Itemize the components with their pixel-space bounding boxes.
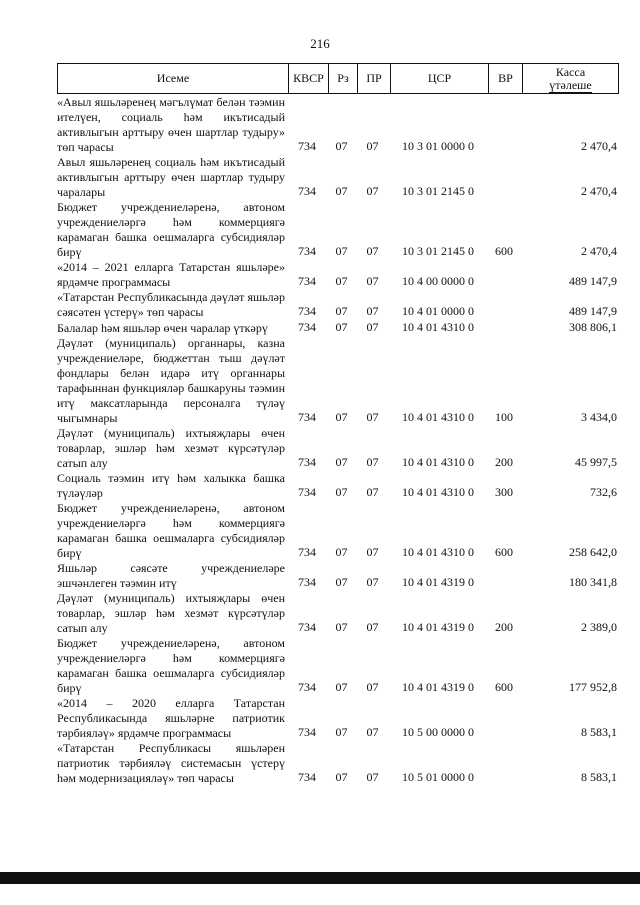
row-kvsr: 734 [298, 545, 316, 559]
table-row [57, 260, 619, 290]
row-name: Бюджет учреждениеләренә, автоном учреждениеләргә һәм коммерциягә карамаган башка оешмаларга субсидияләр бирү [57, 200, 285, 259]
row-kvsr: 734 [298, 244, 316, 258]
row-name: Социаль тәэмин итү һәм халыкка башка түләүләр [57, 471, 285, 500]
row-pr: 07 [366, 244, 379, 258]
row-amount: 489 147,9 [569, 274, 617, 288]
table-row [57, 290, 619, 320]
row-csr: 10 4 01 4310 0 [402, 485, 474, 499]
row-name: Балалар һәм яшьләр өчен чаралар үткәрү [57, 321, 268, 335]
row-kvsr: 734 [298, 725, 316, 739]
row-csr: 10 4 00 0000 0 [402, 274, 474, 288]
row-pr: 07 [366, 725, 379, 739]
row-pr: 07 [366, 455, 379, 469]
row-vr: 600 [495, 545, 513, 559]
row-rz: 07 [335, 680, 348, 694]
row-csr: 10 4 01 4310 0 [402, 410, 474, 424]
row-name: «2014 – 2020 елларга Татарстан Республикасында яшьләрне патриотик тәрбияләү» ярдәмче программасы [57, 696, 285, 740]
row-pr: 07 [366, 320, 379, 334]
row-amount: 489 147,9 [569, 304, 617, 318]
row-rz: 07 [335, 620, 348, 634]
row-kvsr: 734 [298, 139, 316, 153]
row-amount: 177 952,8 [569, 680, 617, 694]
table-row [57, 95, 619, 155]
row-kvsr: 734 [298, 184, 316, 198]
row-rz: 07 [335, 139, 348, 153]
row-csr: 10 4 01 4310 0 [402, 320, 474, 334]
row-amount: 180 341,8 [569, 575, 617, 589]
row-name: «Татарстан Республикасы яшьләрен патриотик тәрбияләү системасын үстерү һәм модернизацияләү» төп чарасы [57, 741, 285, 785]
header-rz: Рз [328, 64, 357, 93]
row-name: Авыл яшьләренең социаль һәм икътисадый активлыгын арттыру өчен шартлар тудыру чаралары [57, 155, 285, 199]
row-pr: 07 [366, 184, 379, 198]
header-name: Исеме [156, 71, 190, 86]
row-rz: 07 [335, 274, 348, 288]
table-row [57, 320, 619, 336]
row-amount: 45 997,5 [575, 455, 617, 469]
row-name: Бюджет учреждениеләренә, автоном учреждениеләргә һәм коммерциягә карамаган башка оешмаларга субсидияләр бирү [57, 636, 285, 695]
table-row [57, 501, 619, 561]
table-row [57, 636, 619, 696]
row-vr: 100 [495, 410, 513, 424]
row-name: «Татарстан Республикасында дәүләт яшьләр сәясәтен үстерү» төп чарасы [57, 290, 285, 319]
row-vr [487, 289, 521, 290]
row-kvsr: 734 [298, 575, 316, 589]
budget-table [57, 63, 619, 871]
bottom-scan-bar [0, 872, 640, 884]
row-rz: 07 [335, 770, 348, 784]
row-vr: 300 [495, 485, 513, 499]
row-kvsr: 734 [298, 455, 316, 469]
row-amount: 3 434,0 [581, 410, 617, 424]
row-pr: 07 [366, 770, 379, 784]
table-row [57, 561, 619, 591]
table-row [57, 741, 619, 786]
row-vr [487, 740, 521, 741]
row-vr [487, 590, 521, 591]
row-rz: 07 [335, 575, 348, 589]
row-amount: 308 806,1 [569, 320, 617, 334]
row-kvsr: 734 [298, 485, 316, 499]
row-pr: 07 [366, 680, 379, 694]
row-amount: 732,6 [590, 485, 617, 499]
row-rz: 07 [335, 545, 348, 559]
row-rz: 07 [335, 410, 348, 424]
header-kassa-label: Касса [555, 64, 586, 79]
table-row [57, 200, 619, 260]
row-csr: 10 3 01 0000 0 [402, 139, 474, 153]
row-rz: 07 [335, 485, 348, 499]
table-header [57, 63, 619, 94]
header-kassa [522, 64, 618, 93]
row-rz: 07 [335, 725, 348, 739]
row-name: Дәүләт (муниципаль) органнары, казна учреждениеләре, бюджеттан тыш дәүләт фондлары белән идарә итү органнары тарафыннан функцияләр башкаруны тәэмин итү максатларында персоналга түләү чыгымнары [57, 336, 285, 425]
header-csr: ЦСР [390, 64, 488, 93]
row-csr: 10 5 00 0000 0 [402, 725, 474, 739]
row-rz: 07 [335, 304, 348, 318]
row-amount: 2 470,4 [581, 139, 617, 153]
table-row [57, 696, 619, 741]
row-amount: 8 583,1 [581, 725, 617, 739]
row-csr: 10 4 01 4319 0 [402, 680, 474, 694]
row-name: Дәүләт (муниципаль) ихтыяҗлары өчен товарлар, эшләр һәм хезмәт күрсәтүләр сатып алу [57, 426, 285, 470]
row-vr: 200 [495, 620, 513, 634]
row-amount: 2 470,4 [581, 244, 617, 258]
row-vr [487, 199, 521, 200]
header-vr: ВР [488, 64, 522, 93]
row-rz: 07 [335, 244, 348, 258]
row-pr: 07 [366, 304, 379, 318]
row-csr: 10 5 01 0000 0 [402, 770, 474, 784]
header-kassa-sub: үтәлеше [549, 77, 592, 92]
row-vr: 200 [495, 455, 513, 469]
row-kvsr: 734 [298, 770, 316, 784]
row-kvsr: 734 [298, 274, 316, 288]
page-number: 216 [310, 36, 330, 51]
row-vr: 600 [495, 244, 513, 258]
row-kvsr: 734 [298, 304, 316, 318]
table-row [57, 471, 619, 501]
row-csr: 10 3 01 2145 0 [402, 184, 474, 198]
row-kvsr: 734 [298, 410, 316, 424]
row-pr: 07 [366, 545, 379, 559]
row-amount: 8 583,1 [581, 770, 617, 784]
table-row [57, 155, 619, 200]
row-vr [487, 154, 521, 155]
row-pr: 07 [366, 575, 379, 589]
row-csr: 10 4 01 0000 0 [402, 304, 474, 318]
row-kvsr: 734 [298, 620, 316, 634]
row-rz: 07 [335, 184, 348, 198]
row-amount: 2 470,4 [581, 184, 617, 198]
row-vr [487, 319, 521, 320]
row-csr: 10 4 01 4319 0 [402, 620, 474, 634]
row-pr: 07 [366, 139, 379, 153]
row-vr: 600 [495, 680, 513, 694]
table-body [57, 95, 619, 786]
row-amount: 2 389,0 [581, 620, 617, 634]
row-name: Яшьләр сәясәте учреждениеләре эшчәнлеген тәэмин итү [57, 561, 285, 590]
row-name: Дәүләт (муниципаль) ихтыяҗлары өчен товарлар, эшләр һәм хезмәт күрсәтүләр сатып алу [57, 591, 285, 635]
row-kvsr: 734 [298, 680, 316, 694]
row-pr: 07 [366, 620, 379, 634]
row-name: «2014 – 2021 елларга Татарстан яшьләре» ярдәмче программасы [57, 260, 285, 289]
table-row [57, 426, 619, 471]
row-pr: 07 [366, 274, 379, 288]
row-name: «Авыл яшьләренең мәгълүмат белән тәэмин ителүен, социаль һәм икътисадый активлыгын арттыру өчен шартлар тудыру» төп чарасы [57, 95, 285, 154]
row-csr: 10 3 01 2145 0 [402, 244, 474, 258]
row-csr: 10 4 01 4310 0 [402, 545, 474, 559]
row-rz: 07 [335, 320, 348, 334]
row-pr: 07 [366, 410, 379, 424]
row-rz: 07 [335, 455, 348, 469]
header-pr: ПР [357, 64, 390, 93]
row-pr: 07 [366, 485, 379, 499]
row-vr [487, 785, 521, 786]
row-kvsr: 734 [298, 320, 316, 334]
table-row [57, 336, 619, 426]
row-csr: 10 4 01 4319 0 [402, 575, 474, 589]
row-name: Бюджет учреждениеләренә, автоном учреждениеләргә һәм коммерциягә карамаган башка оешмаларга субсидияләр бирү [57, 501, 285, 560]
table-row [57, 591, 619, 636]
row-vr [487, 335, 521, 336]
row-amount: 258 642,0 [569, 545, 617, 559]
row-csr: 10 4 01 4310 0 [402, 455, 474, 469]
header-kvsr: КВСР [288, 64, 328, 93]
